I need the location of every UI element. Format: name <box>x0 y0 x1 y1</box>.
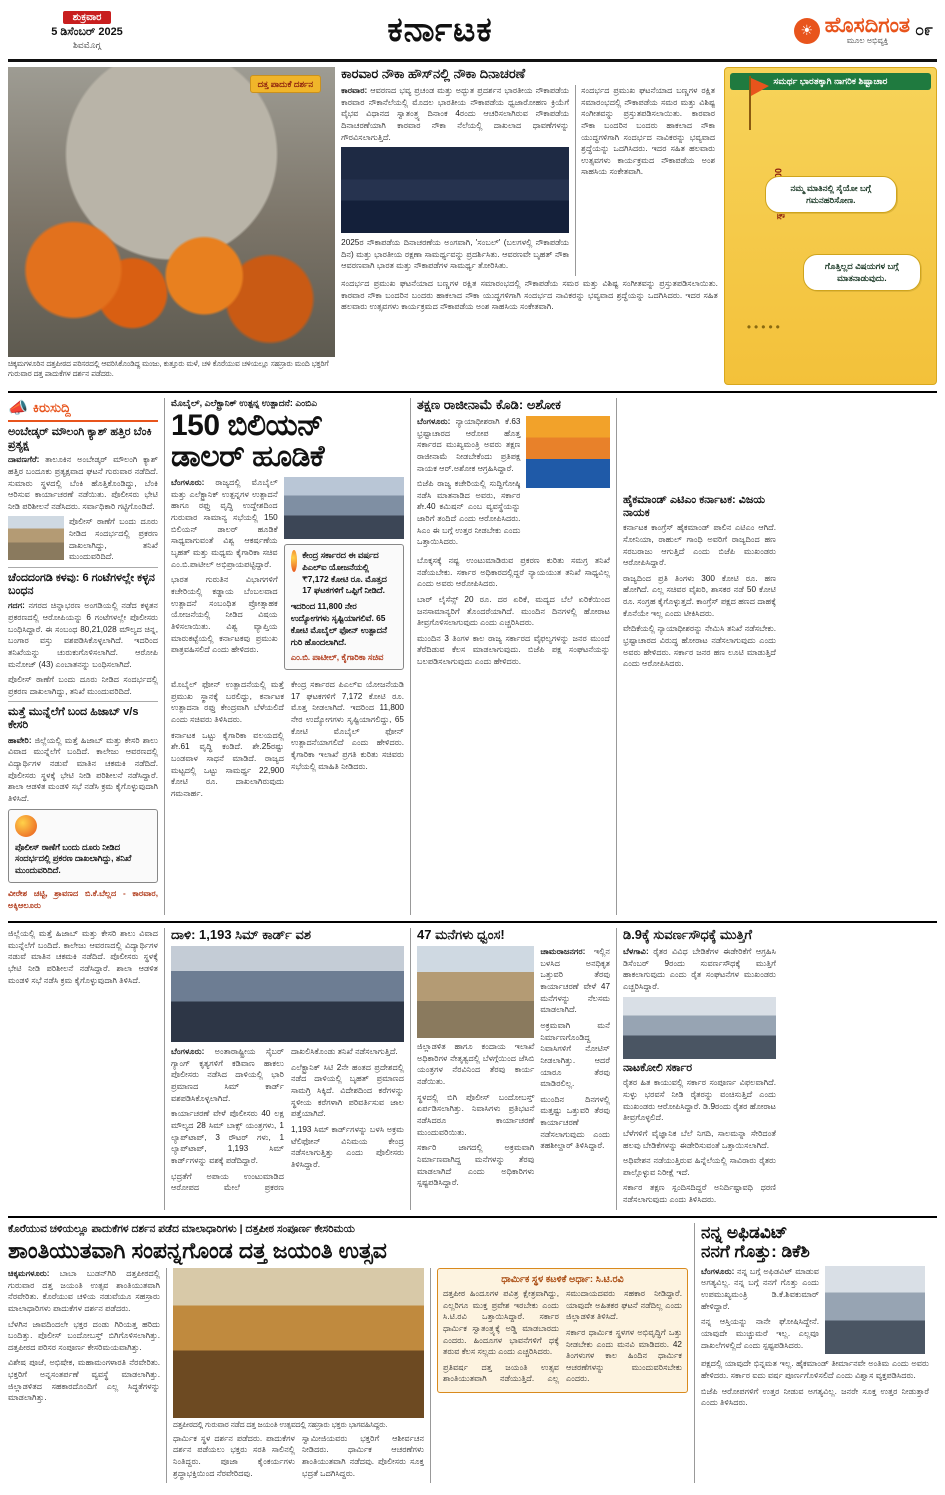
kirusudhi-body-3: ಜಿಲ್ಲೆಯಲ್ಲಿ ಮತ್ತೆ ಹಿಜಾಬ್ ಮತ್ತು ಕೇಸರಿ ಶಾಲು ವಿವಾದ ಮುನ್ನೆಲೆಗೆ ಬಂದಿದೆ. ಕಾಲೇಜು ಆವರಣದಲ್ಲಿ ವಿದ್ಯಾರ್ಥಿಗಳ ನಡುವೆ ಮಾತಿನ ಚಕಮಕಿ ನಡೆದಿದೆ. ಪೊಲೀಸರು ಸ್ಥಳಕ್ಕೆ ಭೇಟಿ ನೀಡಿ ಪರಿಶೀಲನೆ ನಡೆಸಿದ್ದಾರೆ. ಶಾಲಾ ಆಡಳಿತ ಮಂಡಳಿ ಸಭೆ ನಡೆಸಿ ಕ್ರಮ ಕೈಗೊಳ್ಳುವುದಾಗಿ ತಿಳಿಸಿದೆ. <box>8 735 159 803</box>
kirusudhi-item-1 <box>8 426 158 563</box>
sim-body-5: 1,193 ಸಿಮ್ ಕಾರ್ಡ್‌ಗಳನ್ನು ಬಳಸಿ ಅಕ್ರಮ ಟೆಲಿಫೋನ್ ವಿನಿಮಯ ಕೇಂದ್ರ ನಡೆಸಲಾಗುತ್ತಿತ್ತು ಎಂದು ಪೊಲೀಸರು ತಿಳಿಸಿದ್ದಾರೆ. <box>291 1124 404 1169</box>
masthead-logo-block <box>718 15 933 46</box>
demolition-side-1: ಅಕ್ರಮವಾಗಿ ಮನೆ ನಿರ್ಮಾಣಗೊಂಡಿದ್ದ ನಿವಾಸಿಗಳಿಗೆ ನೋಟಿಸ್ ನೀಡಲಾಗಿತ್ತು. ಆದರೆ ಯಾರೂ ತೆರವು ಮಾಡಿರಲಿಲ್ಲ. <box>540 1020 610 1089</box>
top-section <box>8 67 937 385</box>
gold-body-4: ಸರ್ಕಾರ ತಕ್ಷಣ ಸ್ಪಂದಿಸದಿದ್ದರೆ ಅನಿರ್ದಿಷ್ಟಾವಧಿ ಧರಣಿ ನಡೆಸಲಾಗುವುದು ಎಂದು ತಿಳಿಸಿದರು. <box>623 1183 776 1205</box>
investment-info-line1: ಕೇಂದ್ರ ಸರ್ಕಾರದ ಈ ವರ್ಷದ ಪಿಎಲ್‌ಐ ಯೋಜನೆಯಲ್ಲಿ ₹7,172 ಕೋಟಿ ರೂ. ಮೊತ್ತದ 17 ಘಟಕಗಳಿಗೆ ಒಪ್ಪಿಗೆ ನೀಡಿದೆ. <box>302 550 387 596</box>
dks-body-2: ನನ್ನ ಆಸ್ತಿಯನ್ನು ನಾನೇ ಘೋಷಿಸಿದ್ದೇನೆ. ಯಾವುದೇ ಮುಚ್ಚುಮರೆ ಇಲ್ಲ. ಎಲ್ಲವೂ ದಾಖಲೆಗಳಲ್ಲಿದೆ ಎಂದು ಸ್ಪಷ್ಟಪಡಿಸಿದರು. <box>701 1317 819 1350</box>
kirusudhi-item-3 <box>8 706 158 911</box>
datta-mid-body-2: ಸ್ವಾಮೀಜಿಯವರು ಭಕ್ತರಿಗೆ ಆಶೀರ್ವಚನ ನೀಡಿದರು. ಧಾರ್ಮಿಕ ಆಚರಣೆಗಳು ಶಾಂತಿಯುತವಾಗಿ ನಡೆದವು. ಪೊಲೀಸರು ಸೂಕ್ತ ಭದ್ರತೆ ಒದಗಿಸಿದ್ದರು. <box>302 1433 424 1478</box>
bjp-press-meet-photo <box>526 416 610 488</box>
demolition-byline: ಚಾಮರಾಜನಗರ: <box>540 947 586 957</box>
datta-col-3 <box>430 1268 688 1483</box>
highcommand-headline: ಹೈಕಮಾಂಡ್ ಎಟಿಎಂ ಕರ್ನಾಟಕ: ವಿಜಯ ನಾಯಕ <box>623 494 766 519</box>
ashok-body-2: ಬಿಜೆಪಿ ರಾಜ್ಯ ಕಚೇರಿಯಲ್ಲಿ ಸುದ್ದಿಗೋಷ್ಠಿ ನಡೆಸಿ ಮಾತನಾಡಿದ ಅವರು, ಸರ್ಕಾರ ಶೇ.40 ಕಮಿಷನ್ ಎಂಬ ವ್ಯವಸ್ಥೆಯನ್ನು ಜಾರಿಗೆ ತಂದಿದೆ ಎಂದು ಆರೋಪಿಸಿದರು. ಸಿಎಂ ಈ ಬಗ್ಗೆ ಉತ್ತರ ನೀಡಬೇಕು ಎಂದು ಒತ್ತಾಯಿಸಿದರು. <box>417 479 521 547</box>
kirusudhi-headline-1: ಅಂಬೇಡ್ಕರ್ ಮೌಲಂಗಿ ಕ್ಯಾಶ್ ಹತ್ತಿರ ಬೆಂಕಿ ಪ್ರತ್ಯಕ್ಷ <box>8 426 152 451</box>
ct-ravi-box <box>437 1268 688 1393</box>
gold-body-2: ಬೆಳೆಗಳಿಗೆ ವೈಜ್ಞಾನಿಕ ಬೆಲೆ ನಿಗದಿ, ಸಾಲಮನ್ನಾ ಸೇರಿದಂತೆ ಹಲವು ಬೇಡಿಕೆಗಳನ್ನು ಈಡೇರಿಸುವಂತೆ ಒತ್ತಾಯಿಸಲಾಗಿದೆ. <box>623 1128 776 1150</box>
ct-ravi-body-1: ದತ್ತಪೀಠ ಹಿಂದೂಗಳ ಪವಿತ್ರ ಕ್ಷೇತ್ರವಾಗಿದ್ದು, ಎಲ್ಲರಿಗೂ ಮುಕ್ತ ಪ್ರವೇಶ ಇರಬೇಕು ಎಂದು ಸಿ.ಟಿ.ರವಿ ಒತ್ತಾಯಿಸಿದ್ದಾರೆ. ಸರ್ಕಾರ ಧಾರ್ಮಿಕ ಸ್ವಾತಂತ್ರ್ಯಕ್ಕೆ ಅಡ್ಡಿ ಮಾಡಬಾರದು ಎಂದರು. ಹಿಂದೂಗಳ ಭಾವನೆಗಳಿಗೆ ಧಕ್ಕೆ ತರುವ ಕೆಲಸ ಸಲ್ಲದು ಎಂದು ಎಚ್ಚರಿಸಿದರು. <box>443 1289 559 1357</box>
karwar-headline: ಕಾರವಾರ ನೌಕಾ ಹೌಸ್‌ನಲ್ಲಿ ನೌಕಾ ದಿನಾಚರಣೆ <box>341 66 526 81</box>
datta-jayanti-ceremony-photo <box>173 1268 424 1418</box>
dks-headline-2: ನನಗೆ ಗೊತ್ತು: ಡಿಕೆಶಿ <box>701 1242 810 1262</box>
karwar-sidecol <box>575 85 715 276</box>
ashok-headline-main: ತಕ್ಷಣ ರಾಜೀನಾಮೆ ಕೊಡಿ: ಅಶೋಕ <box>417 397 561 412</box>
sim-body-1: ಅಂತಾರಾಷ್ಟ್ರೀಯ ಸೈಬರ್ ಗ್ಯಾಂಗ್ ಕೃತ್ಯಗಳಿಗೆ ಕಡಿವಾಣ ಹಾಕಲು ಪೊಲೀಸರು ನಡೆಸಿದ ದಾಳಿಯಲ್ಲಿ ಭಾರಿ ಪ್ರಮಾಣದ ಸಿಮ್ ಕಾರ್ಡ್ ವಶಪಡಿಸಿಕೊಳ್ಳಲಾಗಿದೆ. <box>171 1047 284 1103</box>
investment-kicker: ಮೊಬೈಲ್, ಎಲೆಕ್ಟ್ರಾನಿಕ್ ಉತ್ಪನ್ನ ಉತ್ಪಾದನೆ: ಎಂಬಿಎ <box>171 398 317 408</box>
kirusudhi-header <box>8 398 158 422</box>
photo-stamp: ದತ್ತ ಪಾದುಕೆ ದರ್ಶನ <box>250 75 322 93</box>
flame-icon: ☀ <box>794 18 820 44</box>
sim-story <box>164 928 404 1210</box>
ashok-body-5: ಮುಂದಿನ 3 ತಿಂಗಳ ಕಾಲ ರಾಜ್ಯ ಸರ್ಕಾರದ ವೈಫಲ್ಯಗಳನ್ನು ಜನರ ಮುಂದೆ ತೆರೆದಿಡುವ ಕೆಲಸ ಮಾಡಲಾಗುವುದು. ಬಿಜೆಪಿ ಪಕ್ಷ ಸಂಘಟನೆಯನ್ನು ಬಲಪಡಿಸಲಾಗುವುದು ಎಂದು ಹೇಳಿದರು. <box>417 633 610 667</box>
megaphone-icon: 📣 <box>8 400 28 417</box>
civic-campaign-panel <box>724 67 937 385</box>
dks-headline-1: ನನ್ನ ಅಫಿಡವಿಟ್ <box>701 1222 788 1242</box>
investment-body-3: ಮೊಬೈಲ್ ಫೋನ್ ಉತ್ಪಾದನೆಯಲ್ಲಿ ಮತ್ತೆ ಪ್ರಮುಖ ಸ್ಥಾನಕ್ಕೆ ಬರಲಿದ್ದು, ಕರ್ನಾಟಕ ಉತ್ಪಾದನಾ ರಫ್ತು ಕೇಂದ್ರವಾಗಿ ಬೆಳೆಯಲಿದೆ ಎಂದು ಸಚಿವರು ತಿಳಿಸಿದರು. <box>171 680 284 724</box>
gold-sub-headline: ನಾಟಕೋಲಿ ಸರ್ಕಾರ <box>623 1061 693 1074</box>
kirusudhi-item-2 <box>8 572 158 697</box>
brand-name: ಹೊಸದಿಗಂತ <box>824 14 911 37</box>
ct-ravi-body-3: ಸರ್ಕಾರ ಧಾರ್ಮಿಕ ಸ್ಥಳಗಳ ಅಭಿವೃದ್ಧಿಗೆ ಒತ್ತು ನೀಡಬೇಕು ಎಂದು ಮನವಿ ಮಾಡಿದರು. 42 ತಿಂಗಳುಗಳ ಕಾಲ ಹಿಂದಿನ ಧಾರ್ಮಿಕ ಆಚರಣೆಗಳನ್ನು ಮುಂದುವರಿಸಬೇಕು ಎಂದರು. <box>566 1327 682 1384</box>
page-title: ಕರ್ನಾಟಕ <box>387 11 493 49</box>
gold-sub-body: ರೈತರ ಹಿತ ಕಾಯುವಲ್ಲಿ ಸರ್ಕಾರ ಸಂಪೂರ್ಣ ವಿಫಲವಾಗಿದೆ. ಸುಳ್ಳು ಭರವಸೆ ನೀಡಿ ರೈತರನ್ನು ವಂಚಿಸುತ್ತಿದೆ ಎಂದು ಮುಖಂಡರು ಆರೋಪಿಸಿದ್ದಾರೆ. ಡಿ.9ರಂದು ರೈತರ ಹೋರಾಟ ತೀವ್ರಗೊಳ್ಳಲಿದೆ. <box>623 1078 776 1123</box>
highcommand-story <box>616 398 776 915</box>
datta-jayanti-story <box>8 1223 688 1484</box>
masthead-date-block <box>12 11 162 51</box>
demolition-jcb-photo <box>417 946 534 1038</box>
civic-box <box>724 67 937 385</box>
sim-body-2: ಕಾರ್ಯಾಚರಣೆ ವೇಳೆ ಪೊಲೀಸರು 40 ಲಕ್ಷ ಮೌಲ್ಯದ 28 ಸಿಮ್ ಬಾಕ್ಸ್ ಯಂತ್ರಗಳು, 1 ಲ್ಯಾಪ್‌ಟಾಪ್, 3 ರೌಟರ್ ಗಳು, 1 ಲ್ಯಾಪ್‌ಟಾಪ್, 1,193 ಸಿಮ್ ಕಾರ್ಡ್‌ಗಳನ್ನು ವಶಕ್ಕೆ ಪಡೆದಿದ್ದಾರೆ. <box>171 1109 284 1165</box>
band3-carryover <box>8 928 158 986</box>
kirusudhi-byline-1: ದಾವಣಗೆರೆ: <box>8 455 40 465</box>
demolition-body-1: ಇಲ್ಲಿನ ಬಳಸಿದ ಅನಧಿಕೃತ ಒತ್ತುವರಿ ತೆರವು ಕಾರ್ಯಾಚರಣೆ ವೇಳೆ 47 ಮನೆಗಳನ್ನು ನೆಲಸಮ ಮಾಡಲಾಗಿದೆ. <box>540 947 610 1015</box>
datta-body-1: ಬಾಬಾ ಬುಡನ್‌ಗಿರಿ ದತ್ತಪೀಠದಲ್ಲಿ ಗುರುವಾರ ದತ್ತ ಜಯಂತಿ ಉತ್ಸವ ಶಾಂತಿಯುತವಾಗಿ ನೆರವೇರಿತು. ಕೊರೆಯುವ ಚಳಿಯ ನಡುವೆಯೂ ಸಹಸ್ರಾರು ಮಾಲಾಧಾರಿಗಳು ಪಾದುಕೆಗಳ ದರ್ಶನ ಪಡೆದರು. <box>8 1269 160 1313</box>
kirusudhi-body-1: ತಾಲೂಕಿನ ಅಂಬೇಡ್ಕರ್ ಮೌಲಂಗಿ ಕ್ಯಾಶ್ ಹತ್ತಿರ ಬಂದೂಕು ಪ್ರತ್ಯಕ್ಷವಾದ ಘಟನೆ ಗುರುವಾರ ನಡೆದಿದೆ. ಸುಮಾರು ಸ್ಥಳದಲ್ಲಿ ಬೆಂಕಿ ಹೊತ್ತಿಕೊಂಡಿದ್ದು, ಬೆಂಕಿ ಆರಿಸುವ ಕಾರ್ಯಾಚರಣೆ ನಡೆಯಿತು. ಪೊಲೀಸರು ಭೇಟಿ ನೀಡಿ ಪರಿಶೀಲನೆ ನಡೆಸಿದರು. ಸರ್ವಾಧಿಕಾರಿ ಗಟ್ಟಿಗೊಂಡಿದೆ. <box>8 455 158 511</box>
ct-ravi-title: ಧಾರ್ಮಿಕ ಸ್ಥಳ ಕಟಳಿಕೆ ಅರ್ಧಾ: ಸಿ.ಟಿ.ರವಿ <box>501 1274 624 1285</box>
kirusudhi-note-text: ಪೊಲೀಸ್ ಠಾಣೆಗೆ ಬಂದು ದೂರು ನೀಡಿದ ಸಂದರ್ಭದಲ್ಲಿ ಪ್ರಕರಣ ದಾಖಲಾಗಿದ್ದು, ತನಿಖೆ ಮುಂದುವರಿದಿದೆ. <box>15 841 132 876</box>
demolition-body-4: ಸರ್ಕಾರಿ ಜಾಗದಲ್ಲಿ ಅಕ್ರಮವಾಗಿ ನಿರ್ಮಾಣವಾಗಿದ್ದ ಮನೆಗಳನ್ನು ತೆರವು ಮಾಡಲಾಗಿದೆ ಎಂದು ಅಧಿಕಾರಿಗಳು ಸ್ಪಷ್ಟಪಡಿಸಿದ್ದಾರೆ. <box>417 1143 535 1188</box>
kirusudhi-label: ಕಿರುಸುದ್ದಿ <box>32 400 71 415</box>
investment-story <box>164 398 404 915</box>
dks-story <box>694 1223 929 1484</box>
ashok-body-1: ನ್ಯಾಯಾಧೀಶರಾಗಿ ಕೆ.63 ಭ್ರಷ್ಟಾಚಾರದ ಆರೋಪ ಹೊತ್ತ ಸರ್ಕಾರದ ಮುಖ್ಯಮಂತ್ರಿ ಅವರು ತಕ್ಷಣ ರಾಜೀನಾಮೆ ನೀಡಬೇಕೆಂದು ಪ್ರತಿಪಕ್ಷ ನಾಯಕ ಆರ್.ಅಶೋಕ ಆಗ್ರಹಿಸಿದ್ದಾರೆ. <box>417 416 521 473</box>
kirusudhi-credit: ವೀರೇಶ ಚಟ್ಟಿ, ಶ್ರಾವಣದ ಬಿ.ಕೆ.ಬೆಲ್ಲದ - ಕಾರವಾರ, ಅಕ್ಕಿಆಲೂರು <box>8 888 158 910</box>
investment-info-quote: ಎಂ.ಬಿ. ಪಾಟೀಲ್, ಕೈಗಾರಿಕಾ ಸಚಿವ <box>290 652 384 663</box>
ashok-story <box>410 398 610 915</box>
dks-body-3: ಪಕ್ಷದಲ್ಲಿ ಯಾವುದೇ ಭಿನ್ನಮತ ಇಲ್ಲ. ಹೈಕಮಾಂಡ್ ತೀರ್ಮಾನವೇ ಅಂತಿಮ ಎಂದು ಅವರು ಹೇಳಿದರು. ಸರ್ಕಾರ ಐದು ವರ್ಷ ಪೂರ್ಣಗೊಳಿಸಲಿದೆ ಎಂದು ವಿಶ್ವಾಸ ವ್ಯಕ್ತಪಡಿಸಿದರು. <box>701 1359 929 1380</box>
fire-scene-photo <box>8 516 64 560</box>
kirusudhi-body-2: ನಗರದ ಚಿನ್ನಾಭರಣ ಅಂಗಡಿಯಲ್ಲಿ ನಡೆದ ಕಳ್ಳತನ ಪ್ರಕರಣದಲ್ಲಿ ಆರೋಪಿಯನ್ನು 6 ಗಂಟೆಗಳಲ್ಲೇ ಪೊಲೀಸರು ಬಂಧಿಸಿದ್ದಾರೆ. ಈ ಸಂಬಂಧ 80,21,028 ಮೌಲ್ಯದ ಚಿನ್ನ, ಬಂಗಾರ ವಸ್ತು ವಶಪಡಿಸಿಕೊಳ್ಳಲಾಗಿದೆ. ಇದರಿಂದ ತನಿಖೆಯನ್ನು ಚುರುಕುಗೊಳಿಸಲಾಗಿದೆ. ಆರೋಪಿ ಮನೋಜ್ (43) ಎಂಬಾತನನ್ನು ಬಂಧಿಸಲಾಗಿದೆ. <box>8 601 158 669</box>
sim-body-4: ಎಲೆಕ್ಟ್ರಾನಿಕ್ ಸಿಟಿ 2ನೇ ಹಂತದ ಪ್ರದೇಶದಲ್ಲಿ ನಡೆದ ದಾಳಿಯಲ್ಲಿ ಬೃಹತ್ ಪ್ರಮಾಣದ ಸಾಮಗ್ರಿ ಸಿಕ್ಕಿದೆ. ವಿದೇಶದಿಂದ ಕರೆಗಳನ್ನು ಸ್ಥಳೀಯ ಕರೆಗಳಾಗಿ ಪರಿವರ್ತಿಸುವ ಜಾಲ ಪತ್ತೆಯಾಗಿದೆ. <box>291 1062 404 1119</box>
sim-headline: ದಾಳಿ: 1,193 ಸಿಮ್ ಕಾರ್ಡ್ ವಶ <box>171 927 311 943</box>
karwar-body-2-cont: ಸಂದರ್ಭದ ಪ್ರಮುಖ ಘಟನೆಯಾದ ಬಣ್ಣಗಳ ರಕ್ಷಿತ ಸಮಾರಂಭದಲ್ಲಿ ನೌಕಾಪಡೆಯ ಸಮರ ಮತ್ತು ವಿಶಿಷ್ಟ ಸಂಗೀತವನ್ನು ಪ್ರಸ್ತುತಪಡಿಸಲಾಯಿತು. ಕಾರವಾರ ನೌಕಾ ಬಂದರಿನ ಬಂದರು ಹಾಕಲಾದ ನೌಕಾ ಯುದ್ಧಗಳಿಗಾಗಿ ಸಂದರ್ಭದ ನಾವಿಕರನ್ನು ಭವ್ಯವಾದ ಶ್ರದ್ಧೆಯನ್ನು ಒದಗಿಸಿದರು. ಇದರ ಸಹಿತ ಹಲವಾರು ಉತ್ಸವಗಳು ಕಾರ್ಯಕ್ರಮದ ನೌಕಾಪಡೆಯ ಅಂಶ ಸಾಹಸಿಯ ಸಂಕೇತವಾಗಿ. <box>341 279 718 312</box>
kirusudhi-column <box>8 398 158 915</box>
kirusudhi-body-1b: ಪೊಲೀಸ್ ಠಾಣೆಗೆ ಬಂದು ದೂರು ನೀಡಿದ ಸಂದರ್ಭದಲ್ಲಿ ಪ್ರಕರಣ ದಾಖಲಾಗಿದ್ದು, ತನಿಖೆ ಮುಂದುವರಿದಿದೆ. <box>69 517 158 562</box>
civic-band-label: ಸಮರ್ಥ ಭಾರತಕ್ಕಾಗಿ ನಾಗರಿಕ ಶಿಷ್ಟಾಚಾರ <box>730 73 931 90</box>
gold-headline: ಡಿ.9ಕ್ಕೆ ಸುವರ್ಣಸೌಧಕ್ಕೆ ಮುತ್ತಿಗೆ <box>623 927 752 943</box>
datta-photo-caption: ದತ್ತಪೀಠದಲ್ಲಿ ಗುರುವಾರ ನಡೆದ ದತ್ತ ಜಯಂತಿ ಉತ್ಸವದಲ್ಲಿ ಸಹಸ್ರಾರು ಭಕ್ತರು ಭಾಗವಹಿಸಿದ್ದರು. <box>173 1420 388 1429</box>
gold-story <box>616 928 776 1210</box>
saffron-flag-icon <box>731 72 771 132</box>
investment-info-line2: ಇದರಿಂದ 11,800 ನೇರ ಉದ್ಯೋಗಗಳು ಸೃಷ್ಟಿಯಾಗಲಿವೆ. 65 ಕೋಟಿ ಮೊಬೈಲ್ ಫೋನ್ ಉತ್ಪಾದನೆ ಗುರಿ ಹೊಂದಲಾಗಿದೆ. <box>290 601 388 647</box>
investment-body-1: ರಾಜ್ಯದಲ್ಲಿ ಮೊಬೈಲ್ ಮತ್ತು ಎಲೆಕ್ಟ್ರಾನಿಕ್ ಉತ್ಪನ್ನಗಳ ಉತ್ಪಾದನೆ ಹಾಗೂ ರಫ್ತು ವೃದ್ಧಿ ಉದ್ದೇಶದಿಂದ ಗುರುವಾರ ಸಾಮಾನ್ಯ ಸಭೆಯಲ್ಲಿ 150 ಬಿಲಿಯನ್ ಡಾಲರ್ ಹೂಡಿಕೆ ಸಾಧ್ಯವಾಗುವಂತೆ ವಿಶ್ವ ಆಕರ್ಷಣೆಯ ಬೃಹತ್ ಮತ್ತು ಮಧ್ಯಮ ಕೈಗಾರಿಕಾ ಸಚಿವ ಎಂ.ಬಿ.ಪಾಟೀಲ್ ಅಭಿಪ್ರಾಯಪಟ್ಟಿದ್ದಾರೆ. <box>171 478 278 569</box>
sim-body-3: ಭದ್ರತೆಗೆ ಅಪಾಯ ಉಂಟುಮಾಡಿದ ಆರೋಪದ ಮೇಲೆ ಪ್ರಕರಣ ದಾಖಲಿಸಿಕೊಂಡು ತನಿಖೆ ನಡೆಸಲಾಗುತ್ತಿದೆ. <box>171 1047 398 1193</box>
ct-ravi-body-2: ಪ್ರತಿವರ್ಷ ದತ್ತ ಜಯಂತಿ ಉತ್ಸವ ಶಾಂತಿಯುತವಾಗಿ ನಡೆಯುತ್ತಿದೆ. ಎಲ್ಲ ಸಮುದಾಯದವರು ಸಹಕಾರ ನೀಡಿದ್ದಾರೆ. ಯಾವುದೇ ಅಹಿತಕರ ಘಟನೆ ನಡೆದಿಲ್ಲ ಎಂದು ಜಿಲ್ಲಾಡಳಿತ ತಿಳಿಸಿದೆ. <box>443 1289 682 1384</box>
gold-body-3: ಅಧಿವೇಶನ ನಡೆಯುತ್ತಿರುವ ಹಿನ್ನೆಲೆಯಲ್ಲಿ ಸಾವಿರಾರು ರೈತರು ಪಾಲ್ಗೊಳ್ಳುವ ನಿರೀಕ್ಷೆ ಇದೆ. <box>623 1156 776 1177</box>
karwar-byline: ಕಾರವಾರ: <box>341 85 368 95</box>
minister-investment-meet-photo <box>284 477 404 539</box>
datta-col-2 <box>166 1268 424 1483</box>
karwar-body-3: ಸಂದರ್ಭದ ಪ್ರಮುಖ ಘಟನೆಯಾದ ಬಣ್ಣಗಳ ರಕ್ಷಿತ ಸಮಾರಂಭದಲ್ಲಿ ನೌಕಾಪಡೆಯ ಸಮರ ಮತ್ತು ವಿಶಿಷ್ಟ ಸಂಗೀತವನ್ನು ಪ್ರಸ್ತುತಪಡಿಸಲಾಯಿತು. ಕಾರವಾರ ನೌಕಾ ಬಂದರಿನ ಬಂದರು ಹಾಕಲಾದ ನೌಕಾ ಯುದ್ಧಗಳಿಗಾಗಿ ಸಂದರ್ಭದ ನಾವಿಕರನ್ನು ಭವ್ಯವಾದ ಶ್ರದ್ಧೆಯನ್ನು ಒದಗಿಸಿದರು. ಇದರ ಸಹಿತ ಹಲವಾರು ಉತ್ಸವಗಳು ಕಾರ್ಯಕ್ರಮದ ನೌಕಾಪಡೆಯ ಅಂಶ ಸಾಹಸಿಯ ಸಂಕೇತವಾಗಿ. <box>581 85 716 177</box>
dks-byline: ಬೆಂಗಳೂರು: <box>701 1266 735 1276</box>
investment-body-4: ಕರ್ನಾಟಕ ಒಟ್ಟು ಕೈಗಾರಿಕಾ ವಲಯದಲ್ಲಿ ಶೇ.61 ವೃದ್ಧಿ ಕಂಡಿದೆ. ಶೇ.25ರಷ್ಟು ಬಂಡವಾಳ ಸಾಧನೆ ಮಾಡಿದೆ. ರಾಜ್ಯದ ಮಟ್ಟದಲ್ಲಿ ಒಟ್ಟು ಸಾಮರ್ಥ್ಯ 22,900 ಕೋಟಿ ರೂ. ದಾಖಲಾಗಿರುವುದು ಗಮನಾರ್ಹ. <box>171 730 284 798</box>
datta-byline: ಚಿಕ್ಕಮಗಳೂರು: <box>8 1269 50 1278</box>
sim-byline: ಬೆಂಗಳೂರು: <box>171 1047 205 1057</box>
dks-body-1: ನನ್ನ ಬಗ್ಗೆ ಅಫಿಡವಿಟ್ ಮಾಡುವ ಅಗತ್ಯವಿಲ್ಲ. ನನ್ನ ಬಗ್ಗೆ ನನಗೆ ಗೊತ್ತು ಎಂದು ಉಪಮುಖ್ಯಮಂತ್ರಿ ಡಿ.ಕೆ.ಶಿವಕುಮಾರ್ ಹೇಳಿದ್ದಾರೆ. <box>701 1266 819 1311</box>
masthead <box>8 6 937 62</box>
karwar-story <box>341 67 718 385</box>
civic-bubble-1: ನಮ್ಮ ಮಾತಿನಲ್ಲಿ ಸೈಯೋ ಬಗ್ಗೆ ಗಮನಹರಿಸೋಣ. <box>765 176 897 213</box>
publication-date: 5 ಡಿಸೆಂಬರ್ 2025 <box>51 25 123 38</box>
datta-mid-body-1: ಧಾರ್ಮಿಕ ಸ್ಥಳ ದರ್ಶನ ಪಡೆದರು. ಪಾದುಕೆಗಳ ದರ್ಶನ ಪಡೆಯಲು ಭಕ್ತರು ಸರತಿ ಸಾಲಿನಲ್ಲಿ ನಿಂತಿದ್ದರು. ಪೂಜಾ ಕೈಂಕರ್ಯಗಳು ಶ್ರದ್ಧಾಭಕ್ತಿಯಿಂದ ನೆರವೇರಿದವು. <box>173 1433 295 1478</box>
kirusudhi-note-box <box>8 809 158 883</box>
brand-tagline: ಮೂಲ ಅಭಿವ್ಯಕ್ತಿ <box>846 36 889 45</box>
ashok-body-3: ಬೊಕ್ಕಸಕ್ಕೆ ನಷ್ಟ ಉಂಟುಮಾಡಿರುವ ಪ್ರಕರಣ ಕುರಿತು ಸಮಗ್ರ ತನಿಖೆ ನಡೆಯಬೇಕು. ಸರ್ಕಾರ ಅಧಿಕಾರದಲ್ಲಿದ್ದರೆ ನ್ಯಾಯಯುತ ತನಿಖೆ ಸಾಧ್ಯವಿಲ್ಲ ಎಂದು ಅವರು ಆರೋಪಿಸಿದರು. <box>417 555 610 589</box>
investment-headline: 150 ಬಿಲಿಯನ್ ಡಾಲರ್ ಹೂಡಿಕೆ <box>171 409 325 473</box>
investment-body-2: ಭಾರತ ಗುರುತಿನ ವಿಭಾಗಗಳಿಗೆ ಕಚೇರಿಯಲ್ಲಿ ಕಡ್ಡಾಯ ಬೆಂಬಲವಾದ ಉತ್ಪಾದನೆ ಸಂಬಂಧಿತ ಪ್ರೋತ್ಸಾಹಕ ಯೋಜನೆಯಲ್ಲಿ ನೀಡಿದ ವಿಷಯ ತಿಳಿಸಲಾಯಿತು. ವಿಶ್ವ ವ್ಯಾಪ್ತಿಯ ಮಾರುಕಟ್ಟೆಯಲ್ಲಿ ಕರ್ನಾಟಕವು ಪ್ರಮುಖ ಪಾತ್ರವಹಿಸಲಿದೆ ಎಂದು ಹೇಳಿದರು. <box>171 575 278 655</box>
edition-place: ಶಿವಮೊಗ್ಗ <box>73 39 101 50</box>
farmers-meeting-photo <box>623 997 776 1059</box>
police-press-conference-photo <box>171 946 404 1042</box>
highcommand-spacer <box>623 398 776 494</box>
brand-logo <box>825 15 910 46</box>
ashok-body-4: ಬಾರ್ ಲೈಸೆನ್ಸ್ 20 ರೂ. ದರ ಏರಿಕೆ, ಮದ್ಯದ ಬೆಲೆ ಏರಿಕೆಯಿಂದ ಜನಸಾಮಾನ್ಯರಿಗೆ ತೊಂದರೆಯಾಗಿದೆ. ಮುಂದಿನ ದಿನಗಳಲ್ಲಿ ಹೋರಾಟ ತೀವ್ರಗೊಳಿಸಲಾಗುವುದು ಎಂದು ಎಚ್ಚರಿಸಿದರು. <box>417 594 610 628</box>
civic-dots: ••••• <box>746 320 783 334</box>
dk-shivakumar-photo <box>825 1266 925 1354</box>
band3-spacer-column <box>8 928 158 1210</box>
kirusudhi-byline-2: ಗದಗ: <box>8 601 25 611</box>
dks-body-4: ಬಿಜೆಪಿ ಆರೋಪಗಳಿಗೆ ಉತ್ತರ ನೀಡುವ ಅಗತ್ಯವಿಲ್ಲ. ಜನರೇ ಸೂಕ್ತ ಉತ್ತರ ನೀಡುತ್ತಾರೆ ಎಂದು ತಿಳಿಸಿದರು. <box>701 1386 929 1408</box>
band3-carryover-text: ಜಿಲ್ಲೆಯಲ್ಲಿ ಮತ್ತೆ ಹಿಜಾಬ್ ಮತ್ತು ಕೇಸರಿ ಶಾಲು ವಿವಾದ ಮುನ್ನೆಲೆಗೆ ಬಂದಿದೆ. ಕಾಲೇಜು ಆವರಣದಲ್ಲಿ ವಿದ್ಯಾರ್ಥಿಗಳ ನಡುವೆ ಮಾತಿನ ಚಕಮಕಿ ನಡೆದಿದೆ. ಪೊಲೀಸರು ಸ್ಥಳಕ್ಕೆ ಭೇಟಿ ನೀಡಿ ಪರಿಶೀಲನೆ ನಡೆಸಿದ್ದಾರೆ. ಶಾಲಾ ಆಡಳಿತ ಮಂಡಳಿ ಸಭೆ ನಡೆಸಿ ಕ್ರಮ ಕೈಗೊಳ್ಳುವುದಾಗಿ ತಿಳಿಸಿದೆ. <box>8 929 158 985</box>
civic-bubble-2: ಗೊತ್ತಿಲ್ಲದ ವಿಷಯಗಳ ಬಗ್ಗೆ ಮಾತನಾಡುವುದು. <box>803 254 921 291</box>
highcommand-body-2: ರಾಜ್ಯದಿಂದ ಪ್ರತಿ ತಿಂಗಳು 300 ಕೋಟಿ ರೂ. ಹಣ ಹೋಗಿದೆ. ಎಲ್ಲ ಸಚಿವರ ವೈಖರಿ, ಶಾಸಕರ ನಡೆ 50 ಕೋಟಿ ರೂ. ಸಂಗ್ರಹ ಕೈಗೊಳ್ಳುತ್ತದೆ. ಕಾಂಗ್ರೆಸ್ ಪಕ್ಷದ ಹಣದ ದಾಹಕ್ಕೆ ಕೊನೆಯೇ ಇಲ್ಲ ಎಂದು ಟೀಕಿಸಿದರು. <box>623 573 776 618</box>
mango-icon <box>291 550 298 572</box>
kirusudhi-headline-3: ಮತ್ತೆ ಮುನ್ನೆಲೆಗೆ ಬಂದ ಹಿಜಾಬ್ v/s ಕೇಸರಿ <box>8 706 139 732</box>
datta-headline: ಶಾಂತಿಯುತವಾಗಿ ಸಂಪನ್ನಗೊಂಡ ದತ್ತ ಜಯಂತಿ ಉತ್ಸವ <box>8 1237 387 1263</box>
navy-day-stage-photo <box>341 147 569 233</box>
demolition-side-2: ಮುಂದಿನ ದಿನಗಳಲ್ಲಿ ಮತ್ತಷ್ಟು ಒತ್ತುವರಿ ತೆರವು ಕಾರ್ಯಾಚರಣೆ ನಡೆಸಲಾಗುವುದು ಎಂದು ತಹಶೀಲ್ದಾರ್ ತಿಳಿಸಿದ್ದಾರೆ. <box>540 1094 610 1151</box>
datta-body-3: ವಿಶೇಷ ಪೂಜೆ, ಅಭಿಷೇಕ, ಮಹಾಮಂಗಳಾರತಿ ನೆರವೇರಿತು. ಭಕ್ತರಿಗೆ ಅನ್ನಸಂತರ್ಪಣೆ ವ್ಯವಸ್ಥೆ ಮಾಡಲಾಗಿತ್ತು. ಜಿಲ್ಲಾಡಳಿತದ ಸಹಕಾರದೊಂದಿಗೆ ಎಲ್ಲ ಸಿದ್ಧತೆಗಳನ್ನು ಮಾಡಲಾಗಿತ್ತು. <box>8 1358 160 1403</box>
kirusudhi-body-2b: ಪೊಲೀಸ್ ಠಾಣೆಗೆ ಬಂದು ದೂರು ನೀಡಿದ ಸಂದರ್ಭದಲ್ಲಿ ಪ್ರಕರಣ ದಾಖಲಾಗಿದ್ದು, ತನಿಖೆ ಮುಂದುವರಿದಿದೆ. <box>8 675 158 696</box>
demolition-story <box>410 928 610 1210</box>
investment-byline: ಬೆಂಗಳೂರು: <box>171 478 205 488</box>
kirusudhi-byline-3: ಹಾವೇರಿ: <box>8 735 32 745</box>
lead-photo-column <box>8 67 335 385</box>
gold-byline: ಬೆಳಗಾವಿ: <box>623 947 649 957</box>
demolition-body-2: ಜಿಲ್ಲಾಡಳಿತ ಹಾಗೂ ಕಂದಾಯ ಇಲಾಖೆ ಅಧಿಕಾರಿಗಳ ನೇತೃತ್ವದಲ್ಲಿ ಬೆಳಗ್ಗೆಯಿಂದ ಜೆಸಿಬಿ ಯಂತ್ರಗಳ ನೆರವಿನಿಂದ ತೆರವು ಕಾರ್ಯ ನಡೆಯಿತು. <box>417 1042 535 1087</box>
band-three <box>8 921 937 1210</box>
demolition-headline: 47 ಮನೆಗಳು ಧ್ವಂಸ! <box>417 927 505 943</box>
page-number: ೦೯ <box>915 21 933 39</box>
demolition-body-3: ಸ್ಥಳದಲ್ಲಿ ಬಿಗಿ ಪೊಲೀಸ್ ಬಂದೋಬಸ್ತ್ ಏರ್ಪಡಿಸಲಾಗಿತ್ತು. ನಿವಾಸಿಗಳು ಪ್ರತಿಭಟನೆ ನಡೆಸಿದರೂ ಕಾರ್ಯಾಚರಣೆ ಮುಂದುವರಿಯಿತು. <box>417 1092 535 1137</box>
karwar-body-1: ಆವರಣದ ಭವ್ಯ ಪ್ರಚಂಡ ಮತ್ತು ಅದ್ಭುತ ಪ್ರದರ್ಶನ ಭಾರತೀಯ ನೌಕಾಪಡೆಯ ಕಾರವಾರ ನೌಕಾನೆಲೆಯಲ್ಲಿ ಮೊದಲ ಭಾರತೀಯ ನೌಕಾಪಡೆಯ ಧ್ವಜಾರೋಹಣ ಕ್ರಿಯೆಗೆ ವೈಭವ ವಿಧಾನದ ಸ್ವಾತಂತ್ರ್ಯ ದಿನಾಂಕ 4ರಂದು ಆಚರಿಸಲಾಗಿರುವ ನೌಕಾಪಡೆಯ ದಿನಾಚರಣೆಯಾಗಿ ಕಾರವಾರ ನೌಕಾ ನೆಲೆಯಲ್ಲಿ ದಾಖಲಾದ ಧಾವಣೆಗಳನ್ನು ಗೌರವಿಸಲಾಗುತ್ತಿದೆ. <box>341 85 570 142</box>
bottom-section <box>8 1216 937 1484</box>
band-two <box>8 391 937 915</box>
datta-body-2: ಬೆಳಗಿನ ಜಾವದಿಂದಲೇ ಭಕ್ತರ ದಂಡು ಗಿರಿಯತ್ತ ಹರಿದು ಬಂದಿತ್ತು. ಪೊಲೀಸ್ ಬಂದೋಬಸ್ತ್ ಬಿಗಿಗೊಳಿಸಲಾಗಿತ್ತು. ದತ್ತಪೀಠದ ಪರಿಸರ ಸಂಪೂರ್ಣ ಕೇಸರಿಮಯವಾಗಿತ್ತು. <box>8 1319 160 1352</box>
investment-body-5: ಕೇಂದ್ರ ಸರ್ಕಾರದ ಪಿಎಲ್‌ಐ ಯೋಜನೆಯಡಿ 17 ಘಟಕಗಳಿಗೆ 7,172 ಕೋಟಿ ರೂ. ಮೊತ್ತ ನೀಡಲಾಗಿದೆ. ಇದರಿಂದ 11,800 ನೇರ ಉದ್ಯೋಗಗಳು ಸೃಷ್ಟಿಯಾಗಲಿದ್ದು, 65 ಕೋಟಿ ಮೊಬೈಲ್ ಫೋನ್ ಉತ್ಪಾದನೆಯಾಗಲಿದೆ ಎಂದು ಹೇಳಿದರು. ಕೈಗಾರಿಕಾ ಇಲಾಖೆ ಪ್ರಗತಿ ಕುರಿತು ಸಚಿವರು ಸಭೆಯಲ್ಲಿ ಮಾಹಿತಿ ನೀಡಿದರು. <box>291 680 404 771</box>
mango-icon <box>15 815 37 837</box>
datta-strap: ಕೊರೆಯುವ ಚಳಿಯಲ್ಲೂ ಪಾದುಕೆಗಳ ದರ್ಶನ ಪಡೆದ ಮಾಲಾಧಾರಿಗಳು | ದತ್ತಪೀಠ ಸಂಪೂರ್ಣ ಕೇಸರಿಮಯ <box>8 1222 355 1235</box>
kirusudhi-headline-2: ಚೆಂದದಂಗಡಿ ಕಳವು: 6 ಗಂಟೆಗಳಲ್ಲೇ ಕಳ್ಳನ ಬಂಧನ <box>8 572 155 597</box>
investment-infobox <box>284 544 404 670</box>
highcommand-body-1: ಕರ್ನಾಟಕ ಕಾಂಗ್ರೆಸ್ ಹೈಕಮಾಂಡ್ ಪಾಲಿನ ಎಟಿಎಂ ಆಗಿದೆ. ಸೋನಿಯಾ, ರಾಹುಲ್ ಗಾಂಧಿ ಅವರಿಗೆ ರಾಜ್ಯದಿಂದ ಹಣ ಸರಬರಾಜು ಆಗುತ್ತಿದೆ ಎಂದು ಬಿಜೆಪಿ ಮುಖಂಡರು ಆರೋಪಿಸಿದ್ದಾರೆ. <box>623 523 776 568</box>
highcommand-body-3: ವೇದಿಕೆಯಲ್ಲಿ ನ್ಯಾಯಾಧೀಶರನ್ನು ನೇಮಿಸಿ ತನಿಖೆ ನಡೆಸಬೇಕು. ಭ್ರಷ್ಟಾಚಾರದ ವಿರುದ್ಧ ಹೋರಾಟ ನಡೆಸಲಾಗುವುದು ಎಂದು ಅವರು ಹೇಳಿದರು. ಸರ್ಕಾರ ಜನರ ಹಣ ಲೂಟಿ ಮಾಡುತ್ತಿದೆ ಎಂದು ಆರೋಪಿಸಿದರು. <box>623 624 776 669</box>
karwar-body-2: 2025ರ ನೌಕಾಪಡೆಯ ದಿನಾಚರಣೆಯ ಅಂಗವಾಗಿ, 'ಸಂಬಲ್' (ಬಲಗಳಲ್ಲಿ ನೌಕಾಪಡೆಯ ದಿನ) ಮತ್ತು ಭಾರತೀಯ ರಕ್ಷಣಾ ಸಾಮರ್ಥ್ಯವನ್ನು ಪ್ರದರ್ಶಿಸಿತು. ಆವರಣವೇ ಬೃಹತ್ ನೌಕಾ ಆವರಣವಾಗಿ ಭಾರತ ಮತ್ತು ನೌಕಾಪಡೆಗಳ ಸಾಮರ್ಥ್ಯ ತೋರಿಸಿತು. <box>341 238 570 271</box>
lead-photo-caption: ಚಿಕ್ಕಮಗಳೂರಿನ ದತ್ತಪೀಠದ ಪರಿಸರದಲ್ಲಿ ಆವರಿಸಿಕೊಂಡಿದ್ದ ಮಂಜು, ಕುತ್ತೂರು ಮಳೆ, ಚಳಿ ಕೊರೆಯುವ ಚಳಿಯಲ್ಲೂ ಸಹಸ್ರಾರು ಮಂದಿ ಭಕ್ತರಿಗೆ ಗುರುವಾರ ದತ್ತ ಪಾದುಕೆಗಳ ದರ್ಶನ ಪಡೆದರು. <box>8 359 329 378</box>
weekday-badge: ಶುಕ್ರವಾರ <box>63 11 112 24</box>
gold-body-1: ರೈತರ ವಿವಿಧ ಬೇಡಿಕೆಗಳ ಈಡೇರಿಕೆಗೆ ಆಗ್ರಹಿಸಿ ಡಿಸೆಂಬರ್ 9ರಂದು ಸುವರ್ಣಸೌಧಕ್ಕೆ ಮುತ್ತಿಗೆ ಹಾಕಲಾಗುವುದು ಎಂದು ರೈತ ಸಂಘಟನೆಗಳ ಮುಖಂಡರು ಎಚ್ಚರಿಸಿದ್ದಾರೆ. <box>623 947 777 992</box>
ashok-byline: ಬೆಂಗಳೂರು: <box>417 416 451 426</box>
dattatreya-devotees-photo <box>8 67 335 357</box>
datta-col-1 <box>8 1268 160 1483</box>
